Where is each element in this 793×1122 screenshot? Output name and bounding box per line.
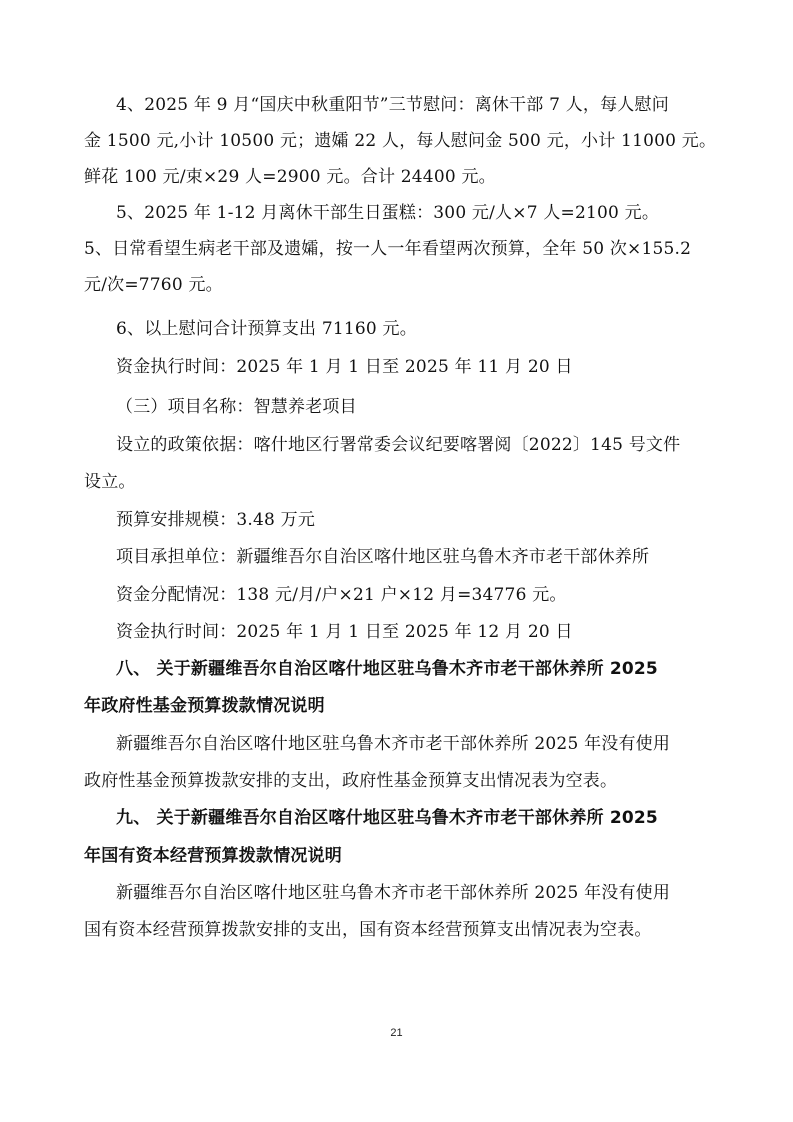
paragraph-line-4: 5、2025 年 1-12 月离休干部生日蛋糕：300 元/人×7 人=2100 元。 xyxy=(116,203,660,223)
paragraph-line-14: 资金分配情况：138 元/月/户×21 户×12 月=34776 元。 xyxy=(116,585,567,605)
paragraph-line-12: 预算安排规模：3.48 万元 xyxy=(116,510,316,530)
paragraph-line-13: 项目承担单位：新疆维吾尔自治区喀什地区驻乌鲁木齐市老干部休养所 xyxy=(116,547,650,567)
section-heading-8-line-2: 年政府性基金预算拨款情况说明 xyxy=(84,696,325,716)
paragraph-line-7: 6、以上慰问合计预算支出 71160 元。 xyxy=(116,319,417,339)
section-heading-9-line-1: 九、 关于新疆维吾尔自治区喀什地区驻乌鲁木齐市老干部休养所 2025 xyxy=(116,808,658,828)
paragraph-line-18: 新疆维吾尔自治区喀什地区驻乌鲁木齐市老干部休养所 2025 年没有使用 xyxy=(116,883,671,903)
paragraph-line-9: （三）项目名称：智慧养老项目 xyxy=(116,397,357,417)
paragraph-line-19: 国有资本经营预算拨款安排的支出，国有资本经营预算支出情况表为空表。 xyxy=(84,920,652,940)
page-number: 21 xyxy=(390,1027,403,1039)
paragraph-line-16: 新疆维吾尔自治区喀什地区驻乌鲁木齐市老干部休养所 2025 年没有使用 xyxy=(116,734,671,754)
paragraph-line-3: 鲜花 100 元/束×29 人=2900 元。合计 24400 元。 xyxy=(84,167,496,187)
paragraph-line-2: 金 1500 元,小计 10500 元；遗孀 22 人，每人慰问金 500 元，小计 11000 元。 xyxy=(84,131,717,151)
paragraph-line-10: 设立的政策依据：喀什地区行署常委会议纪要喀署阅〔2022〕145 号文件 xyxy=(116,435,681,455)
paragraph-line-17: 政府性基金预算拨款安排的支出，政府性基金预算支出情况表为空表。 xyxy=(84,771,618,791)
section-heading-8-line-1: 八、 关于新疆维吾尔自治区喀什地区驻乌鲁木齐市老干部休养所 2025 xyxy=(116,659,658,679)
paragraph-line-15: 资金执行时间：2025 年 1 月 1 日至 2025 年 12 月 20 日 xyxy=(116,622,573,642)
paragraph-line-6: 元/次=7760 元。 xyxy=(84,275,223,295)
paragraph-line-8: 资金执行时间：2025 年 1 月 1 日至 2025 年 11 月 20 日 xyxy=(116,357,573,377)
section-heading-9-line-2: 年国有资本经营预算拨款情况说明 xyxy=(84,846,342,866)
paragraph-line-11: 设立。 xyxy=(84,472,136,492)
paragraph-line-5: 5、日常看望生病老干部及遗孀，按一人一年看望两次预算，全年 50 次×155.2 xyxy=(84,239,692,259)
paragraph-line-1: 4、2025 年 9 月“国庆中秋重阳节”三节慰问：离休干部 7 人，每人慰问 xyxy=(116,95,669,115)
